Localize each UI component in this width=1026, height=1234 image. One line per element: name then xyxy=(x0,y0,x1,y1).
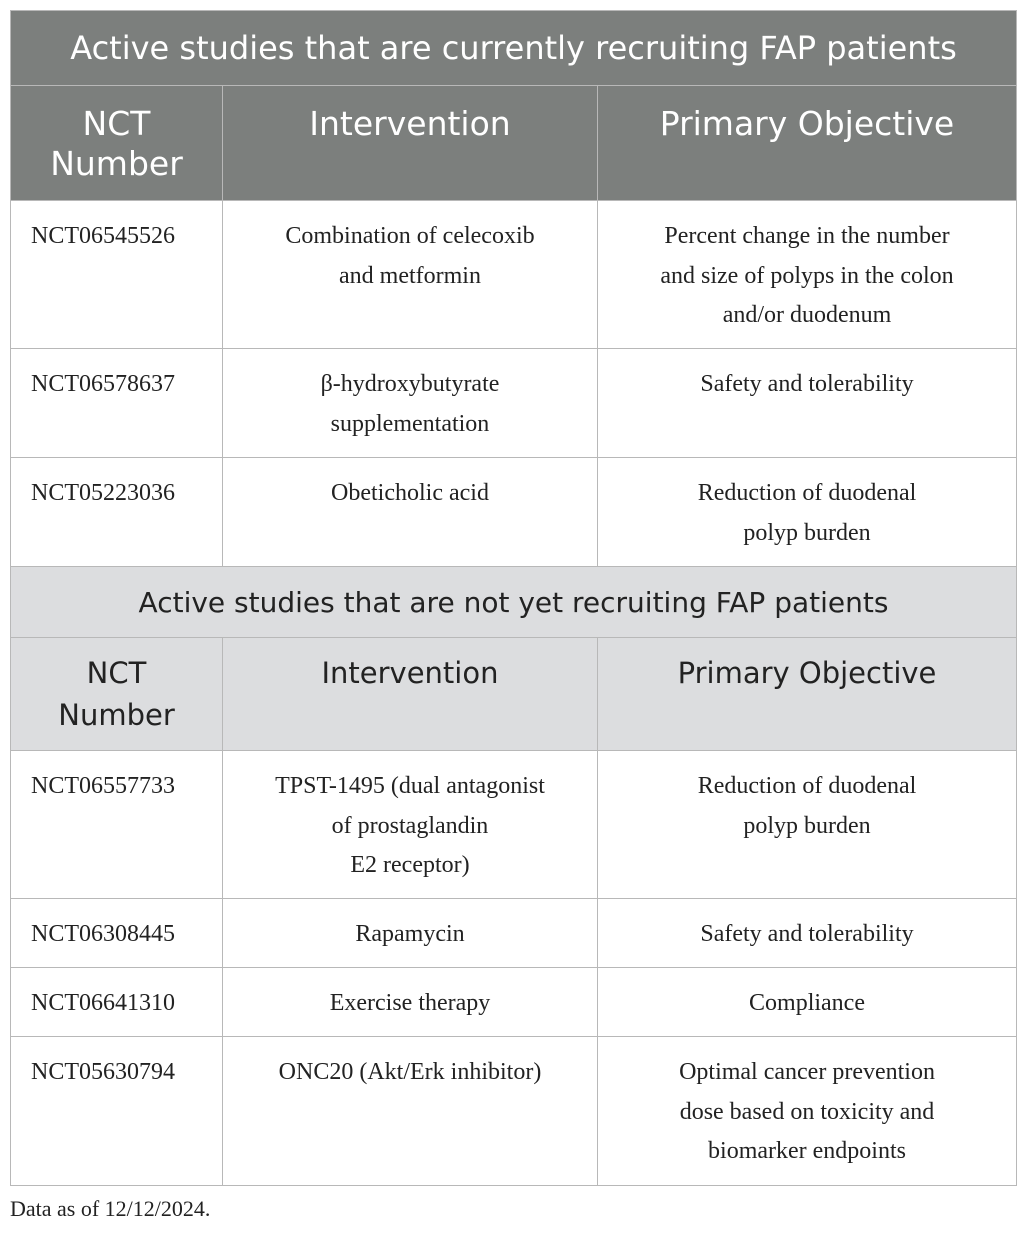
intervention-cell xyxy=(223,751,598,899)
intervention-cell xyxy=(223,349,598,458)
cell-line: polyp burden xyxy=(743,519,871,546)
intervention-cell xyxy=(223,899,598,968)
cell-line: dose based on toxicity and xyxy=(679,1098,935,1125)
cell-line: and/or duodenum xyxy=(722,302,892,328)
cell-line: Optimal cancer prevention xyxy=(679,1059,935,1085)
cell-line: Safety and tolerability xyxy=(700,371,914,397)
intervention-cell xyxy=(223,458,598,567)
cell-line: Reduction of duodenal xyxy=(697,480,917,506)
column-header-primary-objective: Primary Objective xyxy=(598,638,1017,751)
column-header-nct-number xyxy=(11,638,223,751)
nct-number-cell: NCT05223036 xyxy=(11,458,223,567)
header-nct-line1: NCT xyxy=(82,104,151,143)
objective-cell xyxy=(598,349,1017,458)
column-header-nct-number xyxy=(11,86,223,201)
table-footnote: Data as of 12/12/2024. xyxy=(10,1196,211,1221)
objective-cell xyxy=(598,751,1017,899)
nct-number-cell: NCT06641310 xyxy=(11,968,223,1037)
cell-line: E2 receptor) xyxy=(350,852,470,878)
objective-cell xyxy=(598,458,1017,567)
cell-line: Obeticholic acid xyxy=(331,480,489,506)
column-header-primary-objective: Primary Objective xyxy=(598,86,1017,201)
intervention-cell xyxy=(223,1037,598,1186)
cell-line: and metformin xyxy=(339,262,481,289)
column-header-intervention: Intervention xyxy=(223,86,598,201)
objective-cell xyxy=(598,201,1017,349)
table-row xyxy=(11,751,1017,899)
cell-line: supplementation xyxy=(330,410,490,437)
cell-line: Reduction of duodenal xyxy=(697,773,917,799)
cell-line: of prostaglandin xyxy=(331,812,489,839)
column-header-intervention: Intervention xyxy=(223,638,598,751)
objective-cell xyxy=(598,899,1017,968)
objective-cell xyxy=(598,1037,1017,1186)
nct-number-cell: NCT05630794 xyxy=(11,1037,223,1186)
cell-line: Rapamycin xyxy=(355,921,465,947)
objective-cell xyxy=(598,968,1017,1037)
section-title-recruiting: Active studies that are currently recruiting FAP patients xyxy=(11,11,1017,86)
table-row xyxy=(11,458,1017,567)
cell-line: Combination of celecoxib xyxy=(285,223,535,249)
cell-line: biomarker endpoints xyxy=(708,1138,906,1164)
intervention-cell xyxy=(223,201,598,349)
header-nct-line1: NCT xyxy=(86,656,147,690)
header-nct-line2: Number xyxy=(50,144,183,183)
nct-number-cell: NCT06578637 xyxy=(11,349,223,458)
table-row xyxy=(11,1037,1017,1186)
intervention-cell xyxy=(223,968,598,1037)
table-row xyxy=(11,968,1017,1037)
cell-line: Safety and tolerability xyxy=(700,921,914,947)
cell-line: Exercise therapy xyxy=(329,990,491,1016)
cell-line: ONC20 (Akt/Erk inhibitor) xyxy=(278,1059,542,1085)
nct-number-cell: NCT06557733 xyxy=(11,751,223,899)
nct-number-cell: NCT06308445 xyxy=(11,899,223,968)
cell-line: Compliance xyxy=(749,990,865,1016)
cell-line: polyp burden xyxy=(743,812,871,839)
table-row xyxy=(11,899,1017,968)
nct-number-cell: NCT06545526 xyxy=(11,201,223,349)
table-row xyxy=(11,349,1017,458)
studies-table xyxy=(10,10,1017,1186)
header-nct-line2: Number xyxy=(58,698,175,732)
cell-line: TPST-1495 (dual antagonist xyxy=(275,773,545,799)
cell-line: Percent change in the number xyxy=(664,223,950,249)
table-row xyxy=(11,201,1017,349)
section-title-not-yet-recruiting: Active studies that are not yet recruiting FAP patients xyxy=(11,567,1017,638)
cell-line: β-hydroxybutyrate xyxy=(320,371,500,397)
cell-line: and size of polyps in the colon xyxy=(660,262,954,289)
